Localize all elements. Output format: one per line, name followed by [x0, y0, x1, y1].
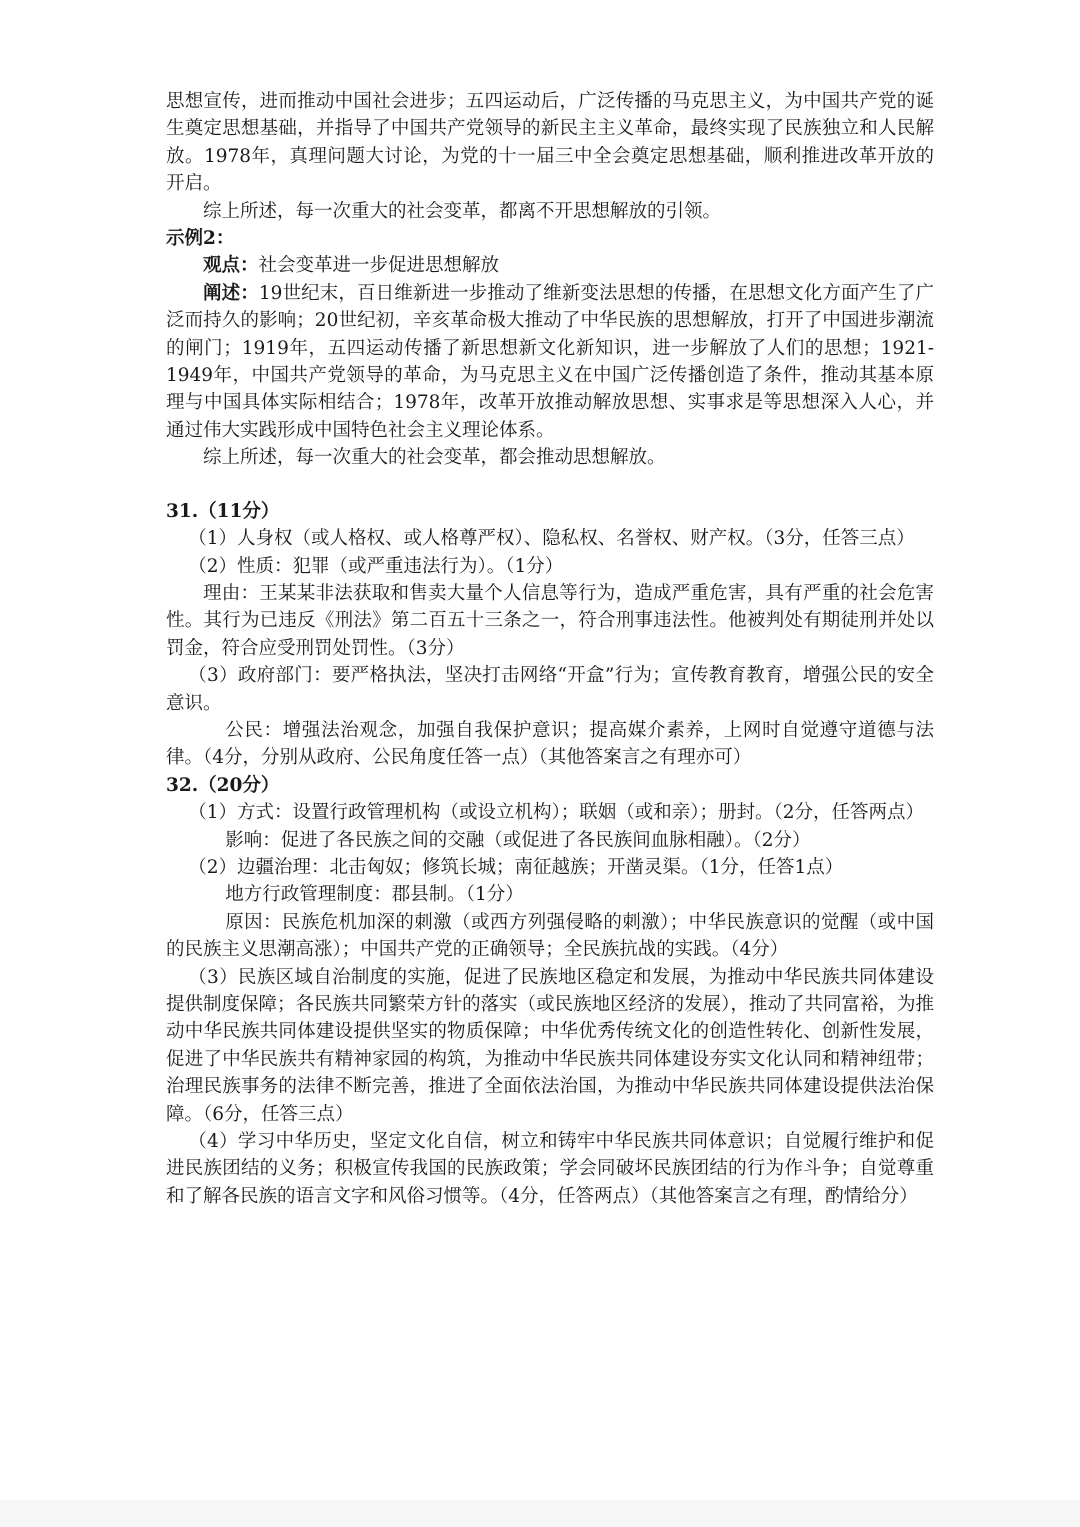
q31-part2-reason: 理由：王某某非法获取和售卖大量个人信息等行为，造成严重危害，具有严重的社会危害性。其行为已违反《刑法》第二百五十三条之一，符合刑事违法性。他被判处有期徒刑并处以罚金，符合应受刑罚处罚性。（3分）	[166, 582, 934, 659]
example2-heading: 示例2：	[166, 228, 235, 250]
q31-part3-citizen: 公民：增强法治观念，加强自我保护意识；提高媒介素养，上网时自觉遵守道德与法律。（4分，分别从政府、公民角度任答一点）（其他答案言之有理亦可）	[166, 719, 934, 769]
q32-part2: （2）边疆治理：北击匈奴；修筑长城；南征越族；开凿灵渠。（1分，任答1点）	[188, 856, 844, 878]
explanation-label: 阐述：	[203, 282, 259, 304]
spacer	[166, 472, 934, 498]
q31-part3-government: （3）政府部门：要严格执法，坚决打击网络“开盒”行为；宣传教育教育，增强公民的安全意识。	[166, 665, 934, 714]
q32-heading: 32.（20分）	[166, 774, 280, 796]
example2-explanation	[166, 280, 934, 444]
answer-content	[166, 88, 934, 1210]
example2-summary: 综上所述，每一次重大的社会变革，都会推动思想解放。	[203, 447, 666, 469]
page-bottom-edge	[0, 1500, 1080, 1527]
explanation-text: 19世纪末，百日维新进一步推动了维新变法思想的传播，在思想文化方面产生了广泛而持久的影响；20世纪初，辛亥革命极大推动了中华民族的思想解放，打开了中国进步潮流的闸门；1919年，五四运动传播了新思想新文化新知识，进一步解放了人们的思想；1921-1949年，中国共产党领导的革命，为马克思主义在中国广泛传播创造了条件，推动其基本原理与中国具体实际相结合；1978年，改革开放推动解放思想、实事求是等思想深入人心，并通过伟大实践形成中国特色社会主义理论体系。	[166, 282, 934, 441]
example1-summary: 综上所述，每一次重大的社会变革，都离不开思想解放的引领。	[203, 200, 722, 222]
example2-viewpoint	[166, 252, 934, 279]
q32-part4: （4）学习中华历史，坚定文化自信，树立和铸牢中华民族共同体意识；自觉履行维护和促进民族团结的义务；积极宣传我国的民族政策；学会同破坏民族团结的行为作斗争；自觉尊重和了解各民族的语言文字和风俗习惯等。（4分，任答两点）（其他答案言之有理，酌情给分）	[166, 1131, 934, 1207]
viewpoint-text: 社会变革进一步促进思想解放	[258, 255, 500, 277]
continued-paragraph: 思想宣传，进而推动中国社会进步；五四运动后，广泛传播的马克思主义，为中国共产党的诞生奠定思想基础，并指导了中国共产党领导的新民主主义革命，最终实现了民族独立和人民解放。1978年，真理问题大讨论，为党的十一届三中全会奠定思想基础，顺利推进改革开放的开启。	[166, 91, 934, 195]
q32-part2-system: 地方行政管理制度：郡县制。（1分）	[225, 884, 524, 906]
q32-part3: （3）民族区域自治制度的实施，促进了民族地区稳定和发展，为推动中华民族共同体建设提供制度保障；各民族共同繁荣方针的落实（或民族地区经济的发展），推动了共同富裕，为推动中华民族共同体建设提供坚实的物质保障；中华优秀传统文化的创造性转化、创新性发展，促进了中华民族共有精神家园的构筑，为推动中华民族共同体建设夯实文化认同和精神纽带；治理民族事务的法律不断完善，推进了全面依法治国，为推动中华民族共同体建设提供法治保障。（6分，任答三点）	[166, 966, 934, 1125]
q31-part1: （1）人身权（或人格权、或人格尊严权）、隐私权、名誉权、财产权。（3分，任答三点）	[188, 528, 915, 550]
q32-part2-reason: 原因：民族危机加深的刺激（或西方列强侵略的刺激）；中华民族意识的觉醒（或中国的民族主义思潮高涨）；中国共产党的正确领导；全民族抗战的实践。（4分）	[166, 911, 934, 961]
q32-part1: （1）方式：设置行政管理机构（或设立机构）；联姻（或和亲）；册封。（2分，任答两点）	[188, 802, 924, 824]
q32-part1-impact: 影响：促进了各民族之间的交融（或促进了各民族间血脉相融）。（2分）	[225, 829, 811, 851]
q31-heading: 31.（11分）	[166, 500, 280, 522]
viewpoint-label: 观点：	[203, 255, 259, 277]
q31-part2: （2）性质：犯罪（或严重违法行为）。（1分）	[188, 555, 564, 577]
